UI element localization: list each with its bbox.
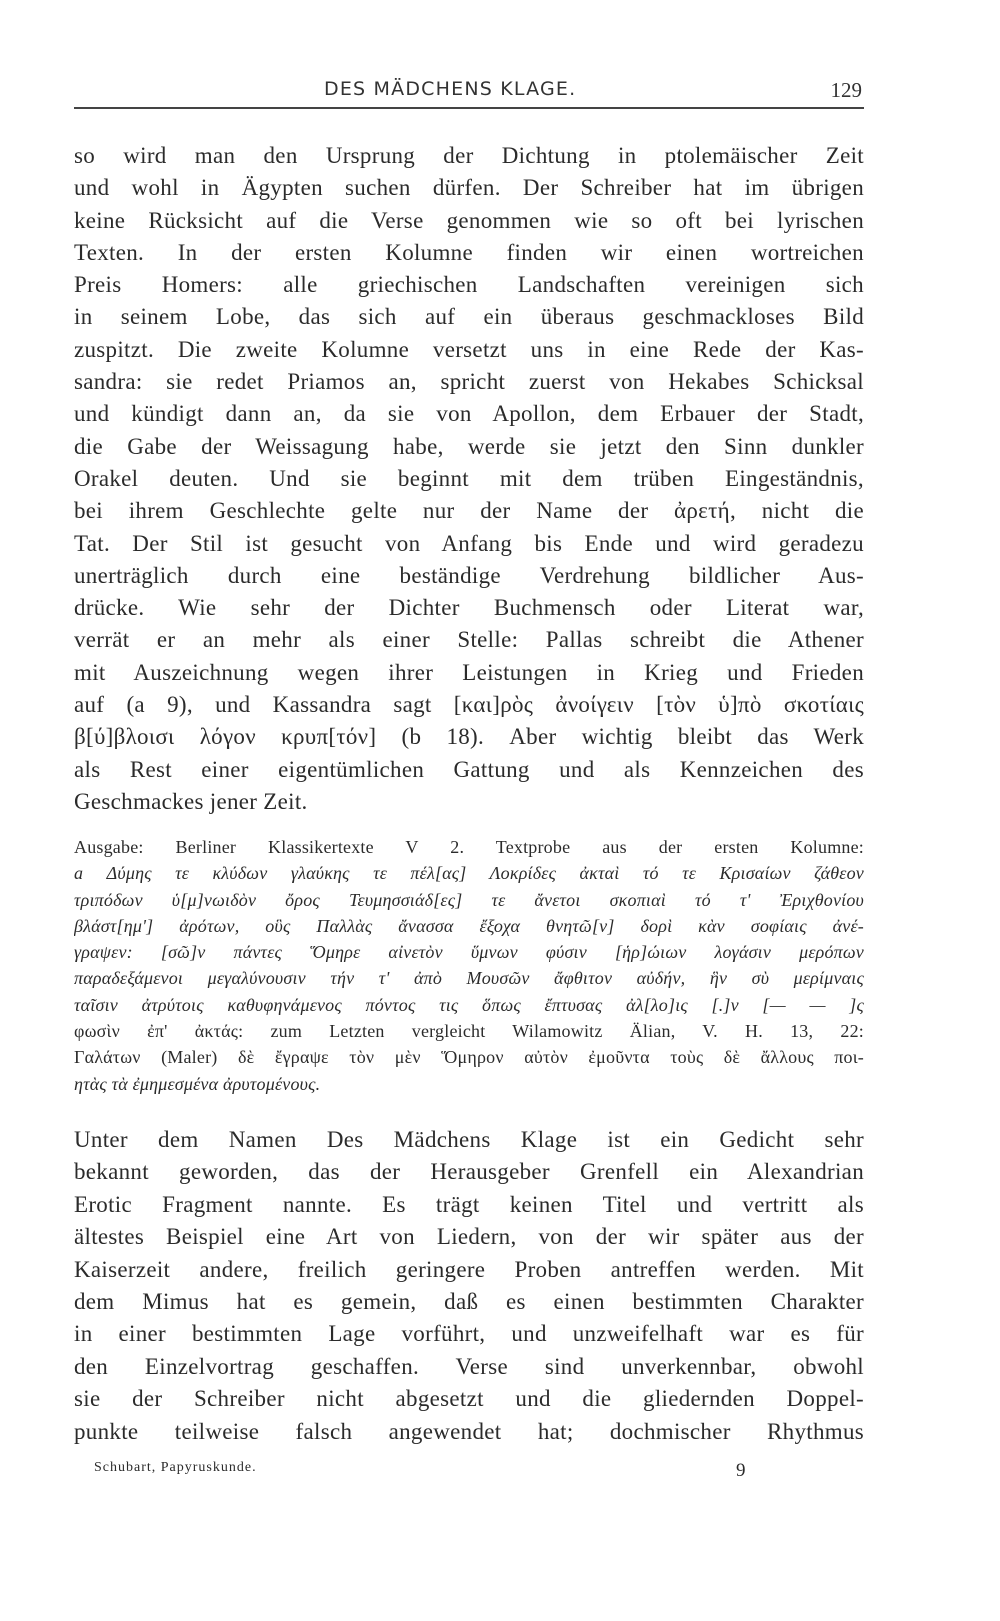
text-line: bei ihrem Geschlechte gelte nur der Name der ἀρετή, nicht die bbox=[74, 498, 864, 524]
text-line: zuspitzt. Die zweite Kolumne versetzt uns in eine Rede der Kas- bbox=[74, 336, 864, 362]
note-line: γραψεν: [σῶ]ν πάντες Ὅμηρε αἰνετὸν ὕμνων φύσιν [ἡρ]ώιων λογάσιν μερόπων bbox=[74, 942, 864, 963]
text-line: dem Mimus hat es gemein, daß es einen bestimmten Charakter bbox=[74, 1288, 864, 1314]
text-line: Erotic Fragment nannte. Es trägt keinen Titel und vertritt als bbox=[74, 1191, 864, 1217]
text-line: drücke. Wie sehr der Dichter Buchmensch oder Literat war, bbox=[74, 595, 864, 621]
note-line: βλάστ[ημ'] ἀρότων, οὓς Παλλὰς ἄνασσα ἔξοχα θνητῶ[ν] δορὶ κὰν σοφίαις ἀνέ- bbox=[74, 915, 864, 936]
text-line: verrät er an mehr als einer Stelle: Pallas schreibt die Athener bbox=[74, 627, 864, 653]
text-line: ältestes Beispiel eine Art von Liedern, von der wir später aus der bbox=[74, 1224, 864, 1250]
running-head bbox=[74, 78, 864, 108]
text-line: so wird man den Ursprung der Dichtung in ptolemäischer Zeit bbox=[74, 143, 864, 168]
text-line: Kaiserzeit andere, freilich geringere Proben antreffen werden. Mit bbox=[74, 1256, 864, 1282]
note-line: τριπόδων ὑ[μ]νωιδὸν ὄρος Τευμησσιάδ[ες] τε ἄνετοι σκοπιαὶ τό τ' Ἐριχθονίου bbox=[74, 889, 864, 910]
text-line: den Einzelvortrag geschaffen. Verse sind unverkennbar, obwohl bbox=[74, 1353, 864, 1379]
text-line: Unter dem Namen Des Mädchens Klage ist ein Gedicht sehr bbox=[74, 1127, 864, 1152]
paragraph-main-1 bbox=[74, 140, 864, 818]
note-line: παραδεξάμενοι μεγαλύνουσιν τήν τ' ἀπὸ Μουσῶν ἄφθιτον αὐδήν, ἣν σὺ μερίμναις bbox=[74, 968, 864, 989]
text-line: sie der Schreiber nicht abgesetzt und die gliedernden Doppel- bbox=[74, 1386, 864, 1412]
note-line: φωσὶν ἐπ' ἀκτάς: zum Letzten vergleicht Wilamowitz Älian, V. H. 13, 22: bbox=[74, 1021, 864, 1042]
sheet-number: 9 bbox=[736, 1460, 746, 1481]
text-line: β[ύ]βλοισι λόγον κρυπ[τόν] (b 18). Aber wichtig bleibt das Werk bbox=[74, 724, 864, 750]
text-line: mit Auszeichnung wegen ihrer Leistungen in Krieg und Frieden bbox=[74, 659, 864, 685]
text-line: Orakel deuten. Und sie beginnt mit dem trüben Eingeständnis, bbox=[74, 465, 864, 491]
note-line: ταῖσιν ἀτρύτοις καθυφηνάμενος πόντος τις ὅπως ἔπτυσας ἀλ[λο]ις [.]ν [— — ]ς bbox=[74, 994, 864, 1015]
text-line: Texten. In der ersten Kolumne finden wir einen wortreichen bbox=[74, 239, 864, 265]
text-line: und kündigt dann an, da sie von Apollon, dem Erbauer der Stadt, bbox=[74, 401, 864, 427]
text-line: bekannt geworden, das der Herausgeber Grenfell ein Alexandrian bbox=[74, 1159, 864, 1185]
page-footer bbox=[74, 1452, 864, 1482]
note-line: ητὰς τὰ ἐμημεσμένα ἀρυτομένους. bbox=[74, 1073, 321, 1094]
note-line: Γαλάτων (Maler) δὲ ἔγραψε τὸν μὲν Ὅμηρον αὐτὸν ἐμοῦντα τοὺς δὲ ἄλλους ποι- bbox=[74, 1047, 864, 1068]
page-number: 129 bbox=[830, 78, 862, 102]
text-line: auf (a 9), und Kassandra sagt [και]ρὸς ἀνοίγειν [τὸν ὑ]πὸ σκοτίαις bbox=[74, 692, 864, 718]
text-line: in seinem Lobe, das sich auf ein überaus geschmackloses Bild bbox=[74, 304, 864, 330]
text-line: punkte teilweise falsch angewendet hat; dochmischer Rhythmus bbox=[74, 1418, 864, 1444]
note-line: Ausgabe: Berliner Klassikertexte V 2. Textprobe aus der ersten Kolumne: bbox=[74, 837, 864, 857]
text-line: in einer bestimmten Lage vorführt, und unzweifelhaft war es für bbox=[74, 1321, 864, 1347]
text-line: keine Rücksicht auf die Verse genommen wie so oft bei lyrischen bbox=[74, 207, 864, 233]
text-line: als Rest einer eigentümlichen Gattung und als Kennzeichen des bbox=[74, 756, 864, 782]
text-line: sandra: sie redet Priamos an, spricht zuerst von Hekabes Schicksal bbox=[74, 369, 864, 395]
text-line: unerträglich durch eine beständige Verdrehung bildlicher Aus- bbox=[74, 562, 864, 588]
note-line: a Δύμης τε κλύδων γλαύκης τε πέλ[ας] Λοκρίδες ἀκταὶ τό τε Κρισαίων ζάθεον bbox=[74, 863, 864, 884]
text-line: und wohl in Ägypten suchen dürfen. Der Schreiber hat im übrigen bbox=[74, 175, 864, 201]
text-line: Geschmackes jener Zeit. bbox=[74, 788, 308, 814]
text-line: Preis Homers: alle griechischen Landschaften vereinigen sich bbox=[74, 272, 864, 298]
footnote-block bbox=[74, 834, 864, 1097]
text-line: Tat. Der Stil ist gesucht von Anfang bis Ende und wird geradezu bbox=[74, 530, 864, 556]
book-page bbox=[74, 0, 864, 1621]
header-rule bbox=[74, 107, 864, 109]
text-line: die Gabe der Weissagung habe, werde sie jetzt den Sinn dunkler bbox=[74, 433, 864, 459]
signature-mark: Schubart, Papyruskunde. bbox=[94, 1460, 257, 1475]
paragraph-main-2 bbox=[74, 1124, 864, 1448]
running-title: DES MÄDCHENS KLAGE. bbox=[324, 78, 577, 100]
